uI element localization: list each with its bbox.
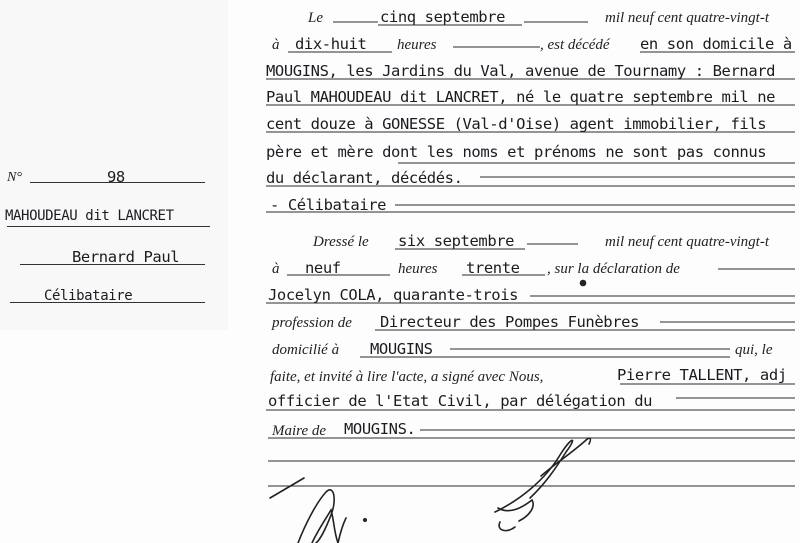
drawn-hour: neuf xyxy=(305,259,341,277)
maire-place: MOUGINS. xyxy=(344,420,416,438)
maire-label: Maire de xyxy=(272,423,327,439)
declaration-label: , sur la déclaration de xyxy=(547,261,680,277)
year-words: mil neuf cent quatre-vingt-t xyxy=(605,10,769,26)
number-label: N° xyxy=(7,170,22,185)
death-line: du déclarant, décédés. xyxy=(266,169,463,187)
domicile-label: domicilié à xyxy=(272,342,340,358)
est-decede-label: , est décédé xyxy=(540,37,610,53)
act-number: 98 xyxy=(107,168,125,186)
death-line: - Célibataire xyxy=(270,196,387,214)
declarant: Jocelyn COLA, quarante-trois xyxy=(268,286,519,304)
death-day: cinq septembre xyxy=(380,8,506,26)
profession-label: profession de xyxy=(272,315,352,331)
margin-given-names: Bernard Paul xyxy=(72,248,180,266)
death-hour: dix-huit xyxy=(295,35,367,53)
drawn-day: six septembre xyxy=(398,232,515,250)
death-line: MOUGINS, les Jardins du Val, avenue de Tournamy : Bernard xyxy=(266,62,776,80)
death-place-start: en son domicile à xyxy=(640,35,792,53)
death-line: cent douze à GONESSE (Val-d'Oise) agent immobilier, fils xyxy=(266,115,767,133)
dresse-le-label: Dressé le xyxy=(313,234,369,250)
le-label: Le xyxy=(308,10,323,26)
officer-line: officier de l'Etat Civil, par délégation du xyxy=(268,392,653,410)
qui-le-label: qui, le xyxy=(735,342,773,358)
a-label: à xyxy=(272,261,280,277)
drawn-minutes: trente xyxy=(466,259,520,277)
margin-status: Célibataire xyxy=(44,288,133,304)
a-label: à xyxy=(272,37,280,53)
margin-surname: MAHOUDEAU dit LANCRET xyxy=(5,208,174,224)
year-words: mil neuf cent quatre-vingt-t xyxy=(605,234,769,250)
heures-label: heures xyxy=(398,261,438,277)
death-line: Paul MAHOUDEAU dit LANCRET, né le quatre septembre mil ne xyxy=(266,88,776,106)
officer-name: Pierre TALLENT, adj xyxy=(617,366,787,384)
faite-label: faite, et invité à lire l'acte, a signé avec Nous, xyxy=(270,369,544,385)
heures-label: heures xyxy=(397,37,437,53)
profession: Directeur des Pompes Funèbres xyxy=(380,313,640,331)
death-line: père et mère dont les noms et prénoms ne sont pas connus xyxy=(266,143,767,161)
domicile: MOUGINS xyxy=(370,340,433,358)
